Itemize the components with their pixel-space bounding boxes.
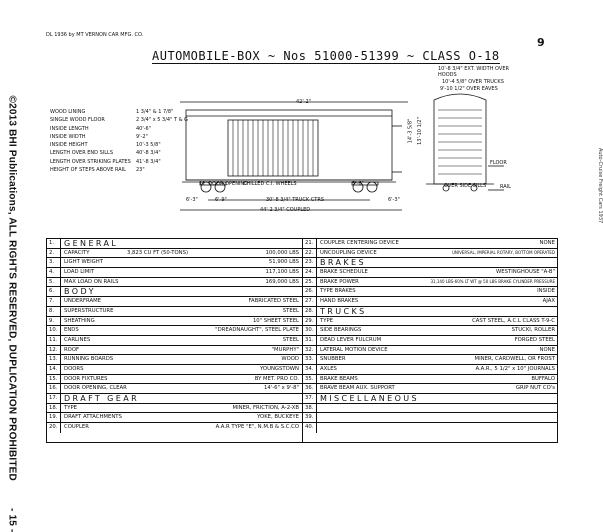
row-label: BRAKE POWER	[320, 278, 359, 285]
row-number: 30.	[305, 326, 317, 336]
page-title: AUTOMOBILE-BOX ~ Nos 51000-51399 ~ CLASS O-18	[152, 49, 500, 63]
row-value: 117,100 LBS	[265, 269, 299, 276]
row-value: FORGED STEEL	[514, 336, 555, 343]
spec-row: LENGTH OVER STRIKING PLATES 41'-8 3/4"	[50, 158, 161, 165]
row-number: 1.	[49, 239, 61, 249]
row-label: HAND BRAKES	[320, 298, 359, 305]
row-number: 38.	[305, 404, 317, 414]
row-value: FABRICATED STEEL	[248, 298, 299, 305]
row-label: UNCOUPLING DEVICE	[320, 249, 377, 256]
row-number: 24.	[305, 268, 317, 278]
row-value: "DREADNAUGHT", STEEL PLATE	[215, 327, 299, 334]
row-value: 10" SHEET STEEL	[252, 317, 299, 324]
row-number: 4.	[49, 268, 61, 278]
row-value: BUFFALO	[531, 375, 555, 382]
copyright-sidebar	[6, 95, 18, 532]
row-value: A.A.R., 5 1/2" x 10" JOURNALS	[475, 365, 555, 372]
table-row	[303, 404, 558, 414]
table-section-row	[303, 307, 558, 317]
page-footer-number: - 15 -	[6, 507, 18, 532]
table-row	[47, 317, 302, 327]
table-row	[47, 384, 302, 394]
row-value: CAST STEEL, A.C.L CLASS T-9-C	[472, 317, 555, 324]
height-dim-1: 14'-3 5/8"	[407, 118, 414, 144]
row-value: 51,900 LBS	[268, 259, 299, 266]
table-section-row	[303, 394, 558, 404]
table-row	[303, 297, 558, 307]
row-number: 26.	[305, 287, 317, 297]
table-row	[47, 307, 302, 317]
row-number: 31.	[305, 336, 317, 346]
table-row	[47, 413, 302, 423]
table-row	[47, 268, 302, 278]
row-value: GRIP NUT CO's	[515, 385, 555, 392]
car-side-elevation	[178, 68, 438, 218]
row-number: 16.	[49, 384, 61, 394]
row-value: INSIDE	[537, 288, 555, 295]
table-row	[47, 365, 302, 375]
spec-row: HEIGHT OF STEPS ABOVE RAIL 23"	[50, 167, 145, 174]
row-number: 8.	[49, 307, 61, 317]
header-credit: DL 1936 by MT VERNON CAR MFG. CO.	[46, 32, 144, 38]
row-label: DOOR OPENING, CLEAR	[64, 385, 127, 392]
table-section-row	[47, 394, 302, 404]
spec-row: INSIDE LENGTH 40'-6"	[50, 125, 152, 132]
row-label: MISCELLANEOUS	[320, 394, 420, 403]
truck-left-dim: 6'-9"	[215, 197, 227, 203]
end-width-top: 10'-8 3/4" EXT. WIDTH OVER HOODS	[438, 66, 509, 78]
table-row	[303, 336, 558, 346]
end-outline	[434, 94, 486, 184]
coupled-label: 44'-2 3/4" COUPLED	[260, 207, 311, 213]
table-row	[303, 365, 558, 375]
row-value: STEEL	[282, 307, 299, 314]
row-label: TYPE BRAKES	[320, 288, 356, 295]
end-width-eaves: 9'-10 1/2" OVER EAVES	[440, 86, 498, 92]
row-label: TYPE	[64, 404, 78, 411]
row-label: DRAFT ATTACHMENTS	[64, 414, 122, 421]
truck-wheelbase-label: 5'-6"	[352, 181, 364, 187]
table-row	[47, 297, 302, 307]
spec-row: WOOD LINING 1 3/4" & 1 7/8"	[50, 109, 174, 115]
row-number: 18.	[49, 404, 61, 414]
row-label: CARLINES	[64, 336, 91, 343]
row-number: 22.	[305, 249, 317, 259]
row-number: 34.	[305, 365, 317, 375]
row-value: YOKE, BUCKEYE	[257, 414, 299, 421]
spec-row: INSIDE WIDTH 9'-2"	[50, 133, 148, 140]
door-mid-dim: 6'-3"	[388, 197, 400, 203]
row-label: AXLES	[320, 365, 337, 372]
row-label: GENERAL	[64, 239, 119, 248]
row-number: 32.	[305, 346, 317, 356]
row-value: 169,000 LBS	[265, 278, 299, 285]
row-number: 15.	[49, 375, 61, 385]
row-number: 39.	[305, 413, 317, 423]
table-row	[303, 326, 558, 336]
table-row	[303, 317, 558, 327]
row-value: BY MET. PRO CO.	[254, 375, 299, 382]
copyright-text: ©2013 BHI Publications, ALL RIGHTS RESERVED, DUPLICATION PROHIBITED	[6, 95, 18, 481]
row-value: AJAX	[542, 298, 555, 305]
row-label: TRUCKS	[320, 306, 367, 316]
row-label: BRAKE SCHEDULE	[320, 269, 368, 276]
truck-centers-label: 30'-8 3/4" TRUCK CTRS	[266, 197, 324, 203]
row-number: 17.	[49, 394, 61, 404]
row-label: DOOR FIXTURES	[64, 375, 108, 382]
row-number: 28.	[305, 307, 317, 317]
row-value: STEEL	[282, 336, 299, 343]
spec-row: INSIDE HEIGHT 10'-3 5/8"	[50, 142, 161, 149]
row-label: TYPE	[320, 317, 334, 324]
table-row	[303, 268, 558, 278]
table-section-row	[47, 287, 302, 297]
table-row	[47, 423, 302, 433]
table-row	[303, 375, 558, 385]
row-label: DRAFT GEAR	[64, 394, 140, 403]
spec-list	[50, 108, 188, 174]
table-row	[303, 346, 558, 356]
row-label: SUPERSTRUCTURE	[64, 307, 114, 314]
row-label: UNDERFRAME	[64, 298, 101, 305]
row-label: COUPLER	[64, 424, 89, 431]
spec-table	[46, 238, 558, 443]
height-dim-2: 13'-10 1/2"	[416, 117, 423, 145]
row-value: NONE	[539, 346, 555, 353]
row-label: CAPACITY	[64, 249, 90, 256]
row-value: 14'-6" x 9'-8"	[264, 385, 299, 392]
row-value: STUCKI, ROLLER	[511, 327, 555, 334]
row-value: WESTINGHOUSE "A-B"	[496, 269, 555, 276]
wheels-label: CHILLED C.I. WHEELS	[243, 181, 297, 187]
rail-label: RAIL	[500, 184, 511, 190]
table-row	[47, 336, 302, 346]
row-label: ROOF	[64, 346, 80, 353]
table-row	[47, 346, 302, 356]
row-value: 100,000 LBS	[265, 249, 299, 256]
floor-label: FLOOR	[490, 160, 507, 166]
table-row	[47, 326, 302, 336]
spec-row: SINGLE WOOD FLOOR 2 3/4" x 5 3/4" T & G	[50, 117, 188, 124]
spec-table-right-column	[302, 239, 558, 442]
door-opening-label: 12' DOOR OPENING	[199, 181, 249, 187]
page-number: 9	[537, 36, 545, 49]
table-row	[303, 423, 558, 433]
table-row	[47, 249, 302, 259]
table-row	[303, 355, 558, 365]
row-number: 5.	[49, 278, 61, 288]
row-label: BRAVE BEAM AUX. SUPPORT	[320, 385, 395, 392]
row-label: RUNNING BOARDS	[64, 356, 114, 363]
row-value: YOUNGSTOWN	[259, 365, 299, 372]
table-row	[303, 413, 558, 423]
row-number: 2.	[49, 249, 61, 259]
row-number: 35.	[305, 375, 317, 385]
row-number: 19.	[49, 413, 61, 423]
table-row	[303, 239, 558, 249]
row-value: 31,140 LBS-60% LT WT @ 50 LBS BRAKE CYLINDER PRESSURE	[430, 278, 555, 284]
row-label: ENDS	[64, 327, 79, 334]
row-value: WOOD	[281, 356, 299, 363]
row-number: 23.	[305, 258, 317, 268]
table-row	[47, 258, 302, 268]
row-number: 12.	[49, 346, 61, 356]
row-value: MINER, CARDWELL, OR FROST	[474, 356, 555, 363]
row-number: 11.	[49, 336, 61, 346]
row-value: UNIVERSAL, IMPERIAL ROTARY, BOTTOM OPERATED	[451, 249, 555, 255]
row-value: NONE	[539, 240, 555, 246]
row-value: MINER, FRICTION, A-2-XB	[232, 404, 299, 411]
row-number: 10.	[49, 326, 61, 336]
row-number: 33.	[305, 355, 317, 365]
row-number: 9.	[49, 317, 61, 327]
row-label: SNUBBER	[320, 356, 346, 363]
spec-table-left-column	[47, 239, 302, 433]
table-row	[47, 355, 302, 365]
row-label: SIDE BEARINGS	[320, 327, 362, 334]
row-number: 21.	[305, 239, 317, 249]
car-end-elevation	[420, 80, 505, 195]
row-number: 7.	[49, 297, 61, 307]
table-row	[303, 249, 558, 259]
table-row	[303, 278, 558, 288]
table-row	[47, 375, 302, 385]
table-row	[47, 404, 302, 414]
table-row	[303, 384, 558, 394]
spec-row: LENGTH OVER END SILLS 40'-8 3/4"	[50, 150, 161, 157]
door-left-dim: 6'-3"	[186, 197, 198, 203]
right-margin-note: Auto-Cruise Freight Cars 1937	[597, 148, 603, 224]
row-label: LATERAL MOTION DEVICE	[320, 346, 388, 353]
row-number: 40.	[305, 423, 317, 433]
table-row	[47, 278, 302, 288]
row-number: 25.	[305, 278, 317, 288]
row-label: LIGHT WEIGHT	[64, 259, 103, 266]
row-value: "MURPHY"	[271, 346, 299, 353]
row-number: 37.	[305, 394, 317, 404]
row-label: LOAD LIMIT	[64, 269, 95, 276]
over-side-sills-label: OVER SIDE SILLS	[444, 183, 487, 189]
row-number: 3.	[49, 258, 61, 268]
row-label: BODY	[64, 287, 96, 297]
row-number: 13.	[49, 355, 61, 365]
row-label: BRAKES	[320, 258, 366, 268]
row-number: 29.	[305, 317, 317, 327]
end-width-trucks: 10'-4 5/8" OVER TRUCKS	[442, 79, 504, 85]
row-label: COUPLER CENTERING DEVICE	[320, 240, 399, 246]
row-label: DOORS	[64, 365, 84, 372]
row-number: 27.	[305, 297, 317, 307]
table-section-row	[303, 258, 558, 268]
table-row	[303, 287, 558, 297]
row-label: SHEATHING	[64, 317, 95, 324]
row-value: A.A.R TYPE "E", N.M.B & S.C.CO	[215, 424, 299, 431]
table-section-row	[47, 239, 302, 249]
row-label: MAX LOAD ON RAILS	[64, 278, 119, 285]
row-number: 20.	[49, 423, 61, 433]
row-number: 6.	[49, 287, 61, 297]
row-label: BRAKE BEAMS	[320, 375, 358, 382]
row-number: 36.	[305, 384, 317, 394]
row-detail: 3,823 CU FT (50-TONS)	[127, 249, 189, 256]
row-number: 14.	[49, 365, 61, 375]
overall-top-dim: 42'-2"	[296, 99, 312, 105]
row-label: DEAD LEVER FULCRUM	[320, 336, 382, 343]
